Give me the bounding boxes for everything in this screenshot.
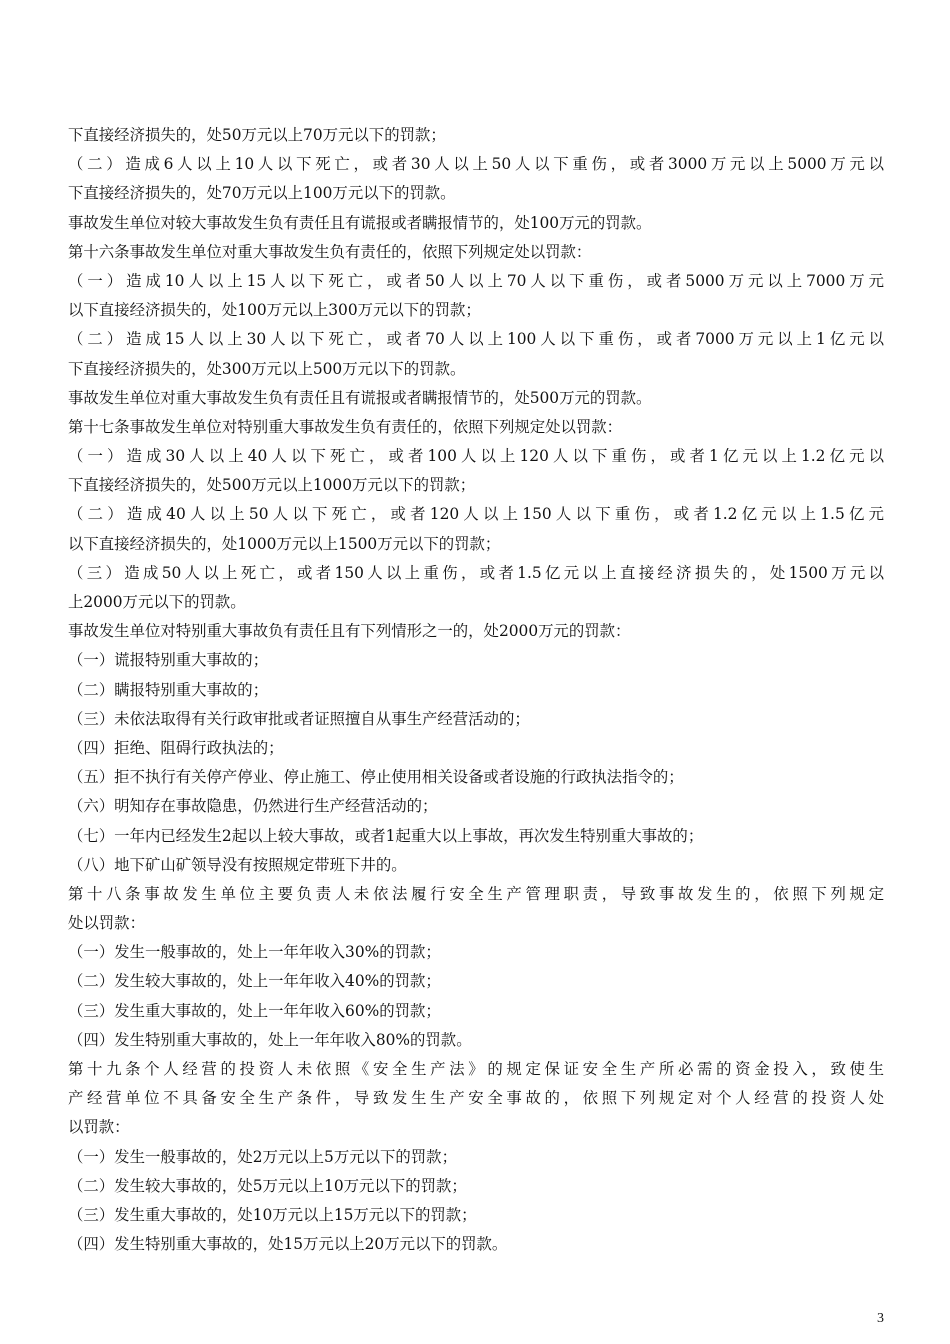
text-line: （一）谎报特别重大事故的；	[68, 651, 269, 670]
text-line: （五）拒不执行有关停产停业、停止施工、停止使用相关设备或者设施的行政执法指令的；	[68, 768, 684, 787]
text-line: 以罚款：	[68, 1118, 130, 1137]
text-line: 下直接经济损失的，处500万元以上1000万元以下的罚款；	[68, 476, 476, 495]
text-line: 事故发生单位对特别重大事故负有责任且有下列情形之一的，处2000万元的罚款：	[68, 622, 631, 641]
text-line: （三）未依法取得有关行政审批或者证照擅自从事生产经营活动的；	[68, 709, 530, 728]
text-line: 事故发生单位对较大事故发生负有责任且有谎报或者瞒报情节的，处100万元的罚款。	[68, 213, 652, 232]
text-line: 以下直接经济损失的，处100万元以上300万元以下的罚款；	[68, 301, 481, 320]
document-body	[68, 121, 884, 1259]
text-line: 事故发生单位对重大事故发生负有责任且有谎报或者瞒报情节的，处500万元的罚款。	[68, 388, 652, 407]
text-line: （六）明知存在事故隐患，仍然进行生产经营活动的；	[68, 797, 438, 816]
text-line: （四）拒绝、阻碍行政执法的；	[68, 738, 284, 757]
text-line: （八）地下矿山矿领导没有按照规定带班下井的。	[68, 855, 407, 874]
text-line: 第十八条事故发生单位主要负责人未依法履行安全生产管理职责，导致事故发生的，依照下列规定	[68, 884, 884, 903]
text-line: （二）瞒报特别重大事故的；	[68, 680, 269, 699]
text-line: （一）造成10人以上15人以下死亡，或者50人以上70人以下重伤，或者5000万元以上7000万元	[68, 271, 884, 290]
text-line: （七）一年内已经发生2起以上较大事故，或者1起重大以上事故，再次发生特别重大事故的；	[68, 826, 704, 845]
text-line: 下直接经济损失的，处50万元以上70万元以下的罚款；	[68, 126, 446, 144]
text-line: （二）造成6人以上10人以下死亡，或者30人以上50人以下重伤，或者3000万元以上5000万元以	[68, 155, 884, 174]
text-line: （四）发生特别重大事故的，处上一年年收入80%的罚款。	[68, 1030, 472, 1049]
text-line: （二）造成15人以上30人以下死亡，或者70人以上100人以下重伤，或者7000万元以上1亿元以	[68, 330, 884, 349]
text-line: （一）造成30人以上40人以下死亡，或者100人以上120人以下重伤，或者1亿元以上1.2亿元以	[68, 447, 884, 466]
text-line: 产经营单位不具备安全生产条件，导致发生生产安全事故的，依照下列规定对个人经营的投资人处	[68, 1089, 884, 1108]
text-line: 以下直接经济损失的，处1000万元以上1500万元以下的罚款；	[68, 534, 501, 553]
text-line: 第十六条事故发生单位对重大事故发生负有责任的，依照下列规定处以罚款：	[68, 242, 592, 261]
text-line: 第十九条个人经营的投资人未依照《安全生产法》的规定保证安全生产所必需的资金投入，致使生	[68, 1060, 884, 1078]
text-line: （四）发生特别重大事故的，处15万元以上20万元以下的罚款。	[68, 1235, 508, 1254]
text-line: （三）发生重大事故的，处上一年年收入60%的罚款；	[68, 1001, 441, 1020]
text-line: （三）造成50人以上死亡，或者150人以上重伤，或者1.5亿元以上直接经济损失的，处1500万元以	[68, 563, 884, 582]
text-line: 处以罚款：	[68, 914, 145, 933]
text-line: （一）发生一般事故的，处2万元以上5万元以下的罚款；	[68, 1147, 457, 1166]
text-line: （三）发生重大事故的，处10万元以上15万元以下的罚款；	[68, 1205, 477, 1224]
text-line: （二）发生较大事故的，处上一年年收入40%的罚款；	[68, 972, 441, 991]
text-line: 上2000万元以下的罚款。	[68, 593, 246, 611]
text-line: （二）造成40人以上50人以下死亡，或者120人以上150人以下重伤，或者1.2亿元以上1.5亿元	[68, 505, 884, 524]
text-line: 下直接经济损失的，处300万元以上500万元以下的罚款。	[68, 359, 466, 378]
text-line: （二）发生较大事故的，处5万元以上10万元以下的罚款；	[68, 1176, 467, 1195]
text-line: （一）发生一般事故的，处上一年年收入30%的罚款；	[68, 943, 441, 962]
page-number: 3	[877, 1311, 884, 1326]
text-line: 下直接经济损失的，处70万元以上100万元以下的罚款。	[68, 184, 456, 203]
text-line: 第十七条事故发生单位对特别重大事故发生负有责任的，依照下列规定处以罚款：	[68, 417, 623, 436]
